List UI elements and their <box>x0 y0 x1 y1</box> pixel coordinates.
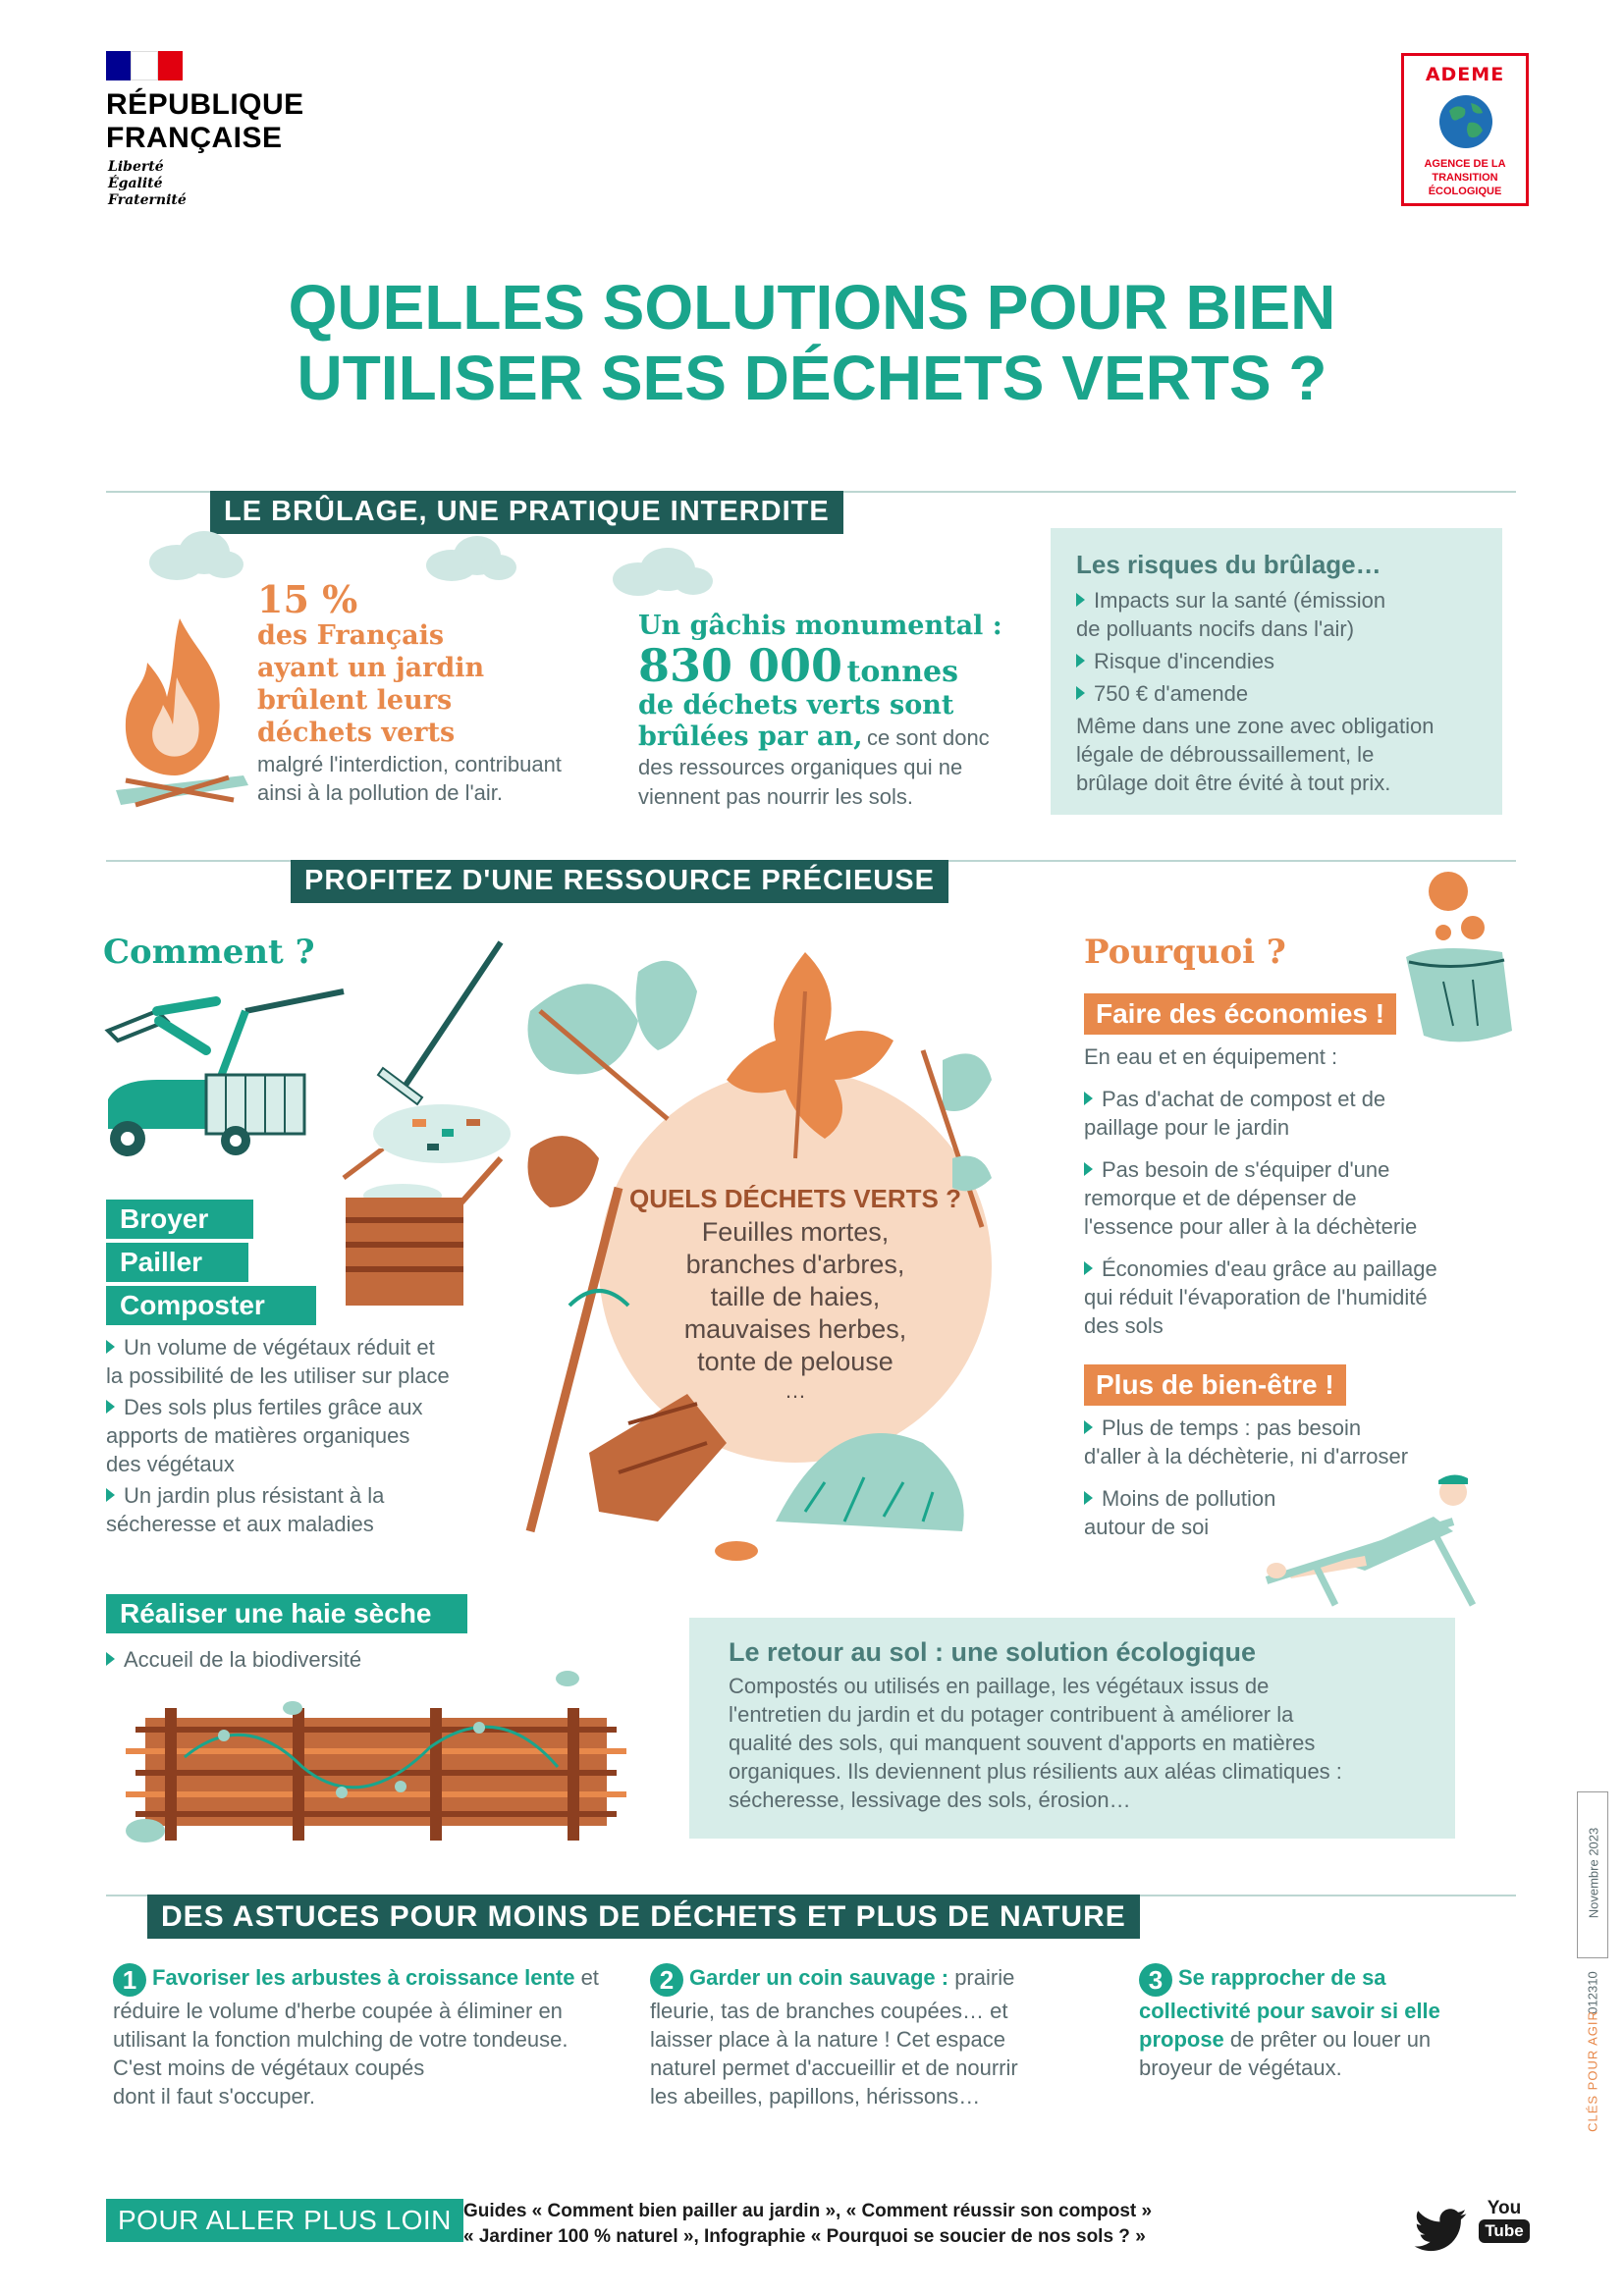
youtube-icon[interactable] <box>1479 2199 1530 2243</box>
haie-bullet: Accueil de la biodiversité <box>106 1645 1624 1674</box>
pourquoi-bullet: Économies d'eau grâce au paillage qui réduit l'évaporation de l'humidité des sols <box>1084 1255 1496 1340</box>
pourquoi-title: Pourquoi ? <box>1084 933 1286 972</box>
risks-note2: légale de débroussaillement, le <box>1076 742 1375 768</box>
side-date: Novembre 2023 <box>1586 1827 1601 1919</box>
ademe-name: ADEME <box>1425 64 1505 85</box>
wallet-icon <box>1394 864 1532 1050</box>
section3-banner: DES ASTUCES POUR MOINS DE DÉCHETS ET PLUS DE NATURE <box>147 1895 1140 1939</box>
comment-bullets <box>106 1333 518 1538</box>
stat2-rest1: des ressources organiques qui ne <box>638 755 963 780</box>
guides-line2[interactable]: « Jardiner 100 % naturel », Infographie « Pourquoi se soucier de nos sols ? » <box>463 2225 1146 2247</box>
twitter-icon[interactable] <box>1414 2209 1467 2252</box>
pourquoi-list1 <box>1084 1042 1496 1340</box>
tip-3: 3 Se rapprocher de sa collectivité pour savoir si elle propose de prêter ou louer un broyeur de végétaux. <box>1139 1965 1440 2081</box>
section1-banner: LE BRÛLAGE, UNE PRATIQUE INTERDITE <box>210 491 843 534</box>
center-item: taille de haies, <box>710 1281 881 1311</box>
motto-fraternite: Fraternité <box>108 192 187 208</box>
tip-number: 3 <box>1139 1963 1172 1997</box>
retour-line: l'entretien du jardin et du potager contribuent à améliorer la <box>729 1702 1294 1728</box>
tip-number: 1 <box>113 1963 146 1997</box>
cloud-icon <box>609 542 717 601</box>
center-text <box>589 1184 1001 1404</box>
stat2-line3: brûlées par an, <box>638 721 863 753</box>
republique-line2: FRANÇAISE <box>106 122 283 154</box>
tip-bold: Favoriser les arbustes à croissance lente <box>152 1965 575 1990</box>
tag-broyer: Broyer <box>106 1200 253 1239</box>
risk-item: 750 € d'amende <box>1076 679 1477 708</box>
risks-title: Les risques du brûlage… <box>1076 550 1381 579</box>
ademe-sub2: TRANSITION <box>1432 172 1498 184</box>
republique-line1: RÉPUBLIQUE <box>106 88 304 121</box>
stat1-block <box>257 579 621 807</box>
stat1-line2: ayant un jardin <box>257 652 485 683</box>
tip-number: 2 <box>650 1963 683 1997</box>
composter-icon <box>334 1148 511 1315</box>
tag-haie-seche: Réaliser une haie sèche <box>106 1594 467 1633</box>
pourquoi-bullet: Pas d'achat de compost et de paillage pour le jardin <box>1084 1085 1496 1142</box>
retour-line: organiques. Ils deviennent plus résilients aux aléas climatiques : <box>729 1759 1342 1785</box>
guides-line1[interactable]: Guides « Comment bien pailler au jardin », « Comment réussir son compost » <box>463 2201 1153 2221</box>
side-ref: 012310 <box>1585 1971 1600 2014</box>
cloud-icon <box>422 530 520 585</box>
stat1-line1: des Français <box>257 619 445 651</box>
retour-line: sécheresse, lessivage des sols, érosion… <box>729 1788 1131 1813</box>
tip-bold: Garder un coin sauvage : <box>689 1965 949 1990</box>
risks-note1: Même dans une zone avec obligation <box>1076 714 1435 739</box>
ademe-globe-icon <box>1437 93 1494 150</box>
retour-box <box>689 1618 1455 1839</box>
side-cles: CLÉS POUR AGIR <box>1585 2010 1600 2132</box>
motto-liberte: Liberté <box>108 159 164 175</box>
tip-2: 2 Garder un coin sauvage : prairie fleurie, tas de branches coupées… et laisser place à la nature ! Cet espace naturel permet d'accueillir et de nourrir les abeilles, papillons, hérissons… <box>650 1965 1018 2109</box>
tip-1: 1 Favoriser les arbustes à croissance lente et réduire le volume d'herbe coupée à éliminer en utilisant la fonction mulching de votre tondeuse. C'est moins de végétaux coupés dont il faut s'occuper. <box>113 1965 599 2109</box>
youtube-you: You <box>1487 2198 1522 2218</box>
retour-line: qualité des sols, qui manquent souvent d'apports en matières <box>729 1731 1316 1756</box>
page-title <box>0 273 1624 413</box>
pourquoi-intro: En eau et en équipement : <box>1084 1044 1338 1069</box>
pour-aller-plus-loin-banner: POUR ALLER PLUS LOIN <box>106 2199 463 2242</box>
tag-bien-etre: Plus de bien-être ! <box>1084 1364 1346 1406</box>
guides-links[interactable] <box>463 2199 1269 2249</box>
comment-bullet: Des sols plus fertiles grâce aux apports de matières organiques des végétaux <box>106 1393 518 1478</box>
marianne-flag-icon <box>106 51 183 80</box>
side-ref-box <box>1577 1791 1608 1958</box>
ademe-sub1: AGENCE DE LA <box>1424 158 1506 170</box>
stat2-line2: de déchets verts sont <box>638 689 954 721</box>
stat2-intro: Un gâchis monumental : <box>638 611 1002 641</box>
retour-title: Le retour au sol : une solution écologique <box>729 1637 1257 1667</box>
comment-bullet: Un jardin plus résistant à la sécheresse et aux maladies <box>106 1481 518 1538</box>
comment-title: Comment ? <box>103 933 315 972</box>
pourquoi-bullet: Moins de pollution autour de soi <box>1084 1484 1496 1541</box>
cloud-icon <box>147 525 245 584</box>
tip-bold: Se rapprocher de sa <box>1178 1965 1386 1990</box>
center-item: … <box>785 1377 806 1403</box>
center-item: tonte de pelouse <box>697 1346 893 1376</box>
risks-box <box>1051 528 1502 815</box>
title-line2: UTILISER SES DÉCHETS VERTS ? <box>297 342 1327 413</box>
center-title: QUELS DÉCHETS VERTS ? <box>628 1184 962 1213</box>
center-item: mauvaises herbes, <box>683 1313 907 1344</box>
comment-bullet: Un volume de végétaux réduit et la possibilité de les utiliser sur place <box>106 1333 518 1390</box>
pourquoi-bullet: Pas besoin de s'équiper d'une remorque et de dépenser de l'essence pour aller à la déchèterie <box>1084 1155 1496 1241</box>
stat2-rest-inline: ce sont donc <box>866 725 990 751</box>
lawnmower-icon <box>98 982 353 1168</box>
risk-item: Impacts sur la santé (émission <box>1076 586 1477 614</box>
retour-line: Compostés ou utilisés en paillage, les végétaux issus de <box>729 1674 1270 1698</box>
hedge-illustration <box>106 1669 656 1845</box>
rake-icon <box>373 933 511 1168</box>
fire-icon <box>106 609 253 815</box>
stat2-rest2: viennent pas nourrir les sols. <box>638 783 914 809</box>
risks-note3: brûlage doit être évité à tout prix. <box>1076 771 1391 796</box>
risk-item-cont: de polluants nocifs dans l'air) <box>1076 616 1355 642</box>
stat2-value: 830 000 <box>638 639 843 693</box>
person-relaxing-icon <box>1257 1463 1492 1610</box>
stat1-rest2: ainsi à la pollution de l'air. <box>257 779 504 805</box>
stat2-unit: tonnes <box>846 655 958 690</box>
title-line1: QUELLES SOLUTIONS POUR BIEN <box>288 272 1336 343</box>
ademe-sub3: ÉCOLOGIQUE <box>1428 186 1502 197</box>
pourquoi-bullet: Plus de temps : pas besoin d'aller à la déchèterie, ni d'arroser <box>1084 1414 1496 1470</box>
section2-banner: PROFITEZ D'UNE RESSOURCE PRÉCIEUSE <box>291 860 948 903</box>
tag-composter: Composter <box>106 1286 316 1325</box>
risk-item: Risque d'incendies <box>1076 647 1477 675</box>
republique-francaise-logo <box>106 51 302 218</box>
motto-egalite: Égalité <box>108 176 163 191</box>
center-item: Feuilles mortes, <box>701 1217 890 1247</box>
tag-economies: Faire des économies ! <box>1084 993 1396 1035</box>
center-item: branches d'arbres, <box>685 1249 905 1279</box>
youtube-tube: Tube <box>1479 2219 1530 2243</box>
tag-pailler: Pailler <box>106 1243 248 1282</box>
stat1-line3: brûlent leurs <box>257 684 453 716</box>
ademe-logo <box>1401 53 1529 206</box>
stat2-block <box>638 611 1051 811</box>
stat1-rest1: malgré l'interdiction, contribuant <box>257 751 562 776</box>
stat1-value: 15 % <box>257 577 358 621</box>
stat1-line4: déchets verts <box>257 717 456 748</box>
